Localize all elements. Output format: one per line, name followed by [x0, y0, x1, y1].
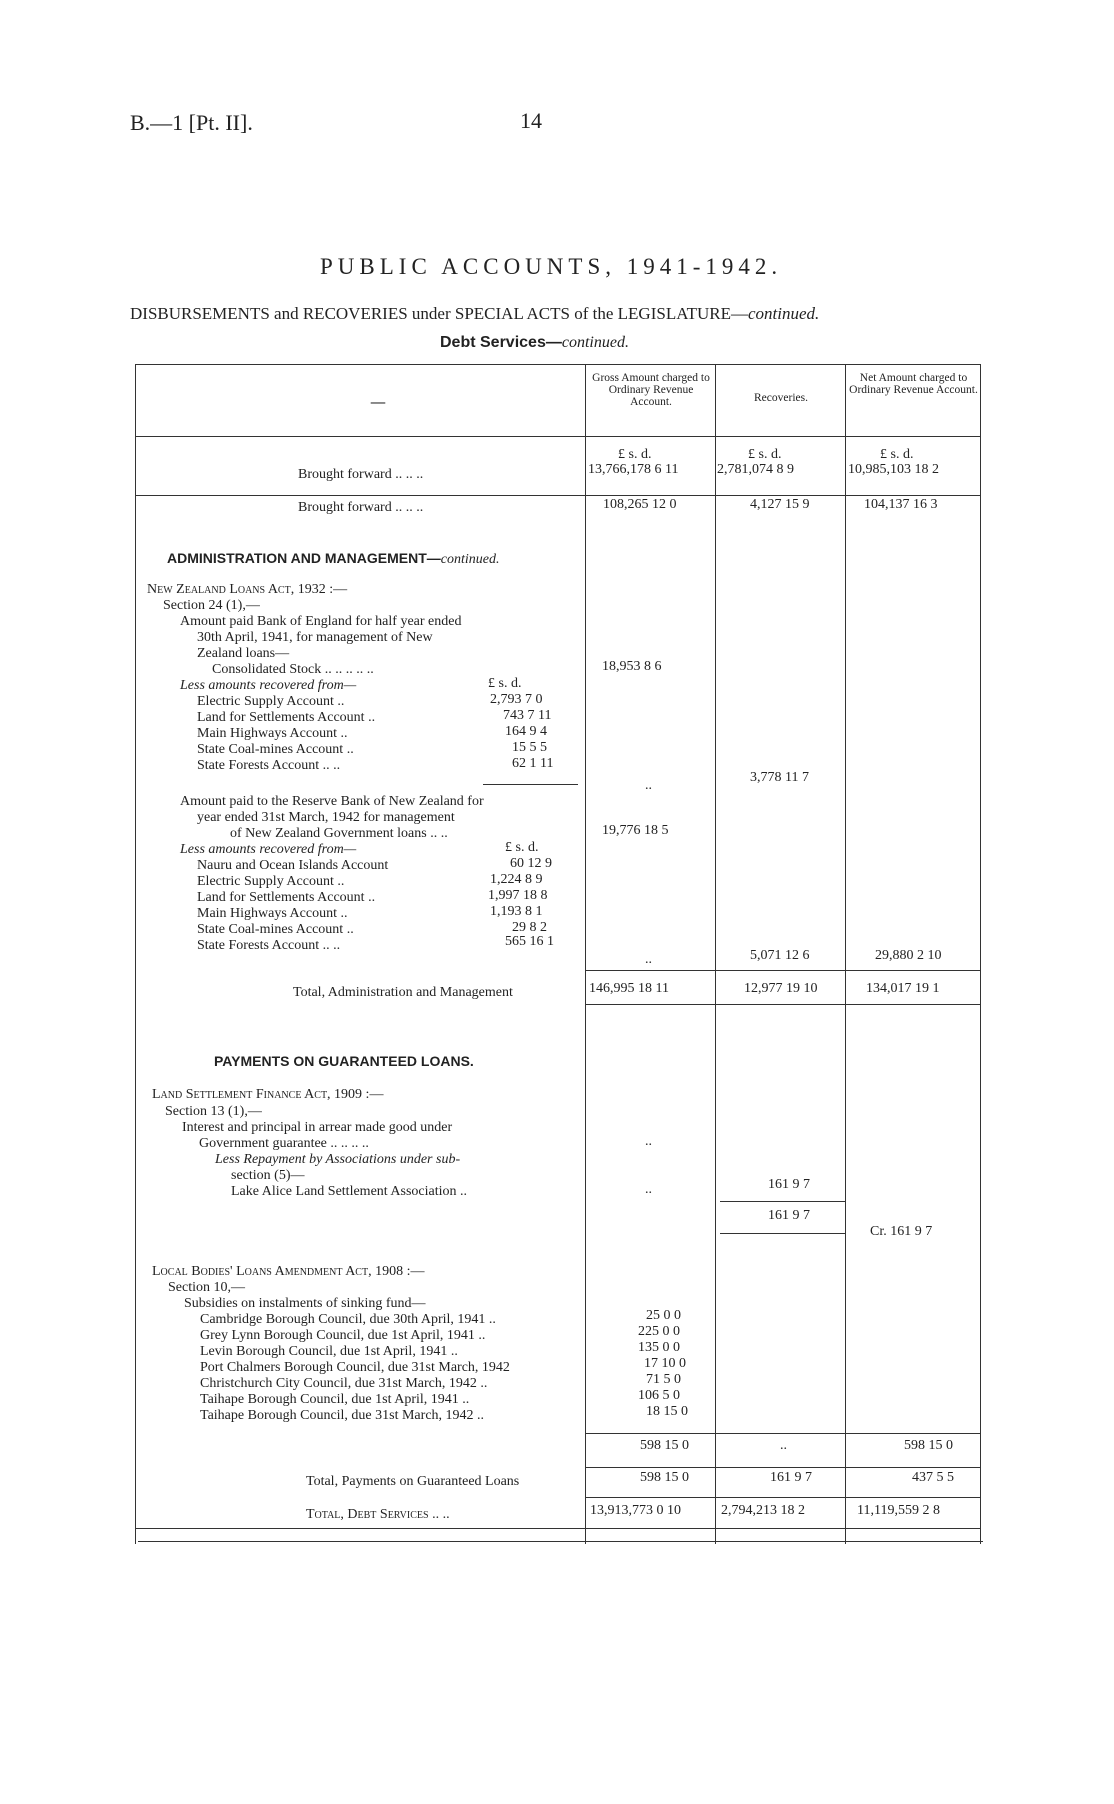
council-item: Grey Lynn Borough Council, due 1st April, 1941 .. [200, 1328, 486, 1343]
item-recoveries: 5,071 12 6 [750, 948, 810, 963]
recovery-source: State Forests Account .. .. [197, 938, 341, 953]
recovery-amount: 29 8 2 [512, 920, 547, 935]
recovery-source: State Coal-mines Account .. [197, 742, 354, 757]
subtotal-net: 598 15 0 [904, 1438, 953, 1453]
council-amount: 106 5 0 [638, 1388, 680, 1403]
recovery-source: Nauru and Ocean Islands Account [197, 858, 389, 873]
column-heading-recoveries: Recoveries. [754, 392, 808, 404]
rule [720, 1201, 845, 1202]
recovery-source: State Forests Account .. .. [197, 758, 341, 773]
item-description: Interest and principal in arrear made good under [182, 1120, 453, 1135]
page-title: PUBLIC ACCOUNTS, 1941-1942. [320, 254, 783, 279]
rule [135, 364, 980, 365]
grand-total-net: 11,119,559 2 8 [857, 1503, 940, 1518]
recovery-amount: 1,224 8 9 [490, 872, 543, 887]
gross-dots: .. [645, 778, 652, 793]
rule [135, 436, 980, 437]
item-recoveries: 3,778 11 7 [750, 770, 809, 785]
recovery-amount: 2,793 7 0 [490, 692, 543, 707]
council-amount: 18 15 0 [646, 1404, 688, 1419]
recovery-amount: 15 5 5 [512, 740, 547, 755]
column-heading-gross: Gross Amount charged to Ordinary Revenue Account. [592, 372, 710, 408]
item-description: of New Zealand Government loans .. .. [230, 826, 448, 841]
total-gross: 146,995 18 11 [589, 981, 669, 996]
rule [138, 1541, 983, 1542]
recovery-amount: 1,193 8 1 [490, 904, 543, 919]
item-description: Government guarantee .. .. .. .. [199, 1136, 369, 1151]
grand-total-recoveries: 2,794,213 18 2 [721, 1503, 805, 1518]
section-cont: continued. [561, 334, 629, 351]
recovery-source: Land for Settlements Account .. [197, 710, 376, 725]
item-net: 29,880 2 10 [875, 948, 942, 963]
recovery-source: Electric Supply Account .. [197, 874, 345, 889]
item-description: 30th April, 1941, for management of New [197, 630, 433, 645]
less-label: Less amounts recovered from— [180, 842, 357, 857]
less-label: Less amounts recovered from— [180, 678, 357, 693]
unit-label: £ s. d. [880, 447, 914, 462]
rule [715, 364, 716, 1544]
item-description: section (5)— [231, 1168, 305, 1183]
rule [585, 1004, 980, 1005]
item-description: Amount paid to the Reserve Bank of New Zealand for [180, 794, 484, 809]
subtotal-recoveries: .. [780, 1438, 787, 1453]
item-description: year ended 31st March, 1942 for management [197, 810, 455, 825]
rule [135, 495, 980, 496]
item-description: Zealand loans— [197, 646, 290, 661]
total-gross: 598 15 0 [640, 1470, 689, 1485]
recovery-amount: 1,997 18 8 [488, 888, 548, 903]
subtitle-main: DISBURSEMENTS and RECOVERIES under SPECIAL ACTS of the LEGISLATURE— [130, 304, 748, 323]
recovery-source: Electric Supply Account .. [197, 694, 345, 709]
section-main: Debt Services— [440, 334, 562, 351]
recovery-source: Main Highways Account .. [197, 726, 348, 741]
page-subtitle [130, 304, 819, 324]
total-recoveries: 12,977 19 10 [744, 981, 818, 996]
recovery-amount: 164 9 4 [505, 724, 547, 739]
rule [135, 364, 136, 1544]
council-amount: 225 0 0 [638, 1324, 680, 1339]
total-net: 134,017 19 1 [866, 981, 940, 996]
council-amount: 135 0 0 [638, 1340, 680, 1355]
section-heading [440, 334, 629, 352]
total-label: Total, Payments on Guaranteed Loans [306, 1474, 520, 1489]
admin-heading-main: ADMINISTRATION AND MANAGEMENT— [167, 550, 441, 566]
council-amount: 71 5 0 [646, 1372, 681, 1387]
recovery-amount: 62 1 11 [512, 756, 554, 771]
item-net-credit: Cr. 161 9 7 [870, 1224, 933, 1239]
subtotal-gross: 598 15 0 [640, 1438, 689, 1453]
column-heading-particulars: — [370, 392, 386, 411]
act-title: New Zealand Loans Act, 1932 :— [147, 582, 348, 597]
council-item: Taihape Borough Council, due 31st March, 1942 .. [200, 1408, 485, 1423]
recovery-source: State Coal-mines Account .. [197, 922, 354, 937]
brought-forward-label: Brought forward .. .. .. [298, 500, 424, 515]
admin-heading [167, 550, 499, 568]
guaranteed-heading: PAYMENTS ON GUARANTEED LOANS. [214, 1053, 474, 1069]
unit-label: £ s. d. [488, 676, 522, 691]
brought-forward-gross: 108,265 12 0 [603, 497, 677, 512]
rule [585, 970, 980, 971]
act-title: Land Settlement Finance Act, 1909 :— [152, 1087, 384, 1102]
rule [980, 364, 981, 1544]
section-label: Section 10,— [168, 1280, 245, 1295]
item-gross: 19,776 18 5 [602, 823, 669, 838]
section-label: Section 13 (1),— [165, 1104, 262, 1119]
section-label: Section 24 (1),— [163, 598, 260, 613]
rule [585, 1433, 980, 1434]
recovery-source: Land for Settlements Account .. [197, 890, 376, 905]
gross-dots: .. [645, 952, 652, 967]
council-item: Cambridge Borough Council, due 30th April, 1941 .. [200, 1312, 496, 1327]
recovery-amount: 60 12 9 [510, 856, 552, 871]
total-recoveries: 161 9 7 [770, 1470, 812, 1485]
item-description: Subsidies on instalments of sinking fund— [184, 1296, 426, 1311]
unit-label: £ s. d. [618, 447, 652, 462]
admin-heading-cont: continued. [440, 552, 500, 567]
column-heading-net: Net Amount charged to Ordinary Revenue Account. [849, 372, 978, 396]
council-amount: 17 10 0 [644, 1356, 686, 1371]
rule [720, 1233, 845, 1234]
recovery-amount: 743 7 11 [503, 708, 552, 723]
unit-label: £ s. d. [748, 447, 782, 462]
page-number: 14 [520, 108, 542, 133]
council-item: Levin Borough Council, due 1st April, 1941 .. [200, 1344, 458, 1359]
council-item: Christchurch City Council, due 31st March, 1942 .. [200, 1376, 488, 1391]
brought-forward-recoveries: 4,127 15 9 [750, 497, 810, 512]
total-net: 437 5 5 [912, 1470, 954, 1485]
grand-total-gross: 13,913,773 0 10 [590, 1503, 681, 1518]
item-description: Consolidated Stock .. .. .. .. .. [212, 662, 374, 677]
recovery-source: Main Highways Account .. [197, 906, 348, 921]
brought-forward-gross: 13,766,178 6 11 [588, 462, 679, 477]
council-item: Port Chalmers Borough Council, due 31st March, 1942 [200, 1360, 510, 1375]
document-reference: B.—1 [Pt. II]. [130, 110, 253, 135]
grand-total-label: Total, Debt Services .. .. [306, 1507, 450, 1522]
unit-label: £ s. d. [505, 840, 539, 855]
act-title: Local Bodies' Loans Amendment Act, 1908 :— [152, 1264, 425, 1279]
item-description: Amount paid Bank of England for half year ended [180, 614, 462, 629]
subtitle-cont: continued. [748, 304, 820, 323]
brought-forward-recoveries: 2,781,074 8 9 [717, 462, 794, 477]
council-amount: 25 0 0 [646, 1308, 681, 1323]
rule [483, 784, 578, 785]
less-text: Less Repayment by Associations under sub- [215, 1152, 461, 1167]
gross-dots: .. [645, 1134, 652, 1149]
item-description: Lake Alice Land Settlement Association .. [231, 1184, 467, 1199]
brought-forward-net: 10,985,103 18 2 [848, 462, 939, 477]
rule [135, 1528, 980, 1529]
brought-forward-net: 104,137 16 3 [864, 497, 938, 512]
gross-dots: .. [645, 1182, 652, 1197]
recovery-amount: 565 16 1 [505, 934, 554, 949]
total-label: Total, Administration and Management [293, 985, 513, 1000]
rule [585, 364, 586, 1544]
item-gross: 18,953 8 6 [602, 659, 662, 674]
item-recoveries: 161 9 7 [768, 1177, 810, 1192]
brought-forward-label: Brought forward .. .. .. [298, 467, 424, 482]
rule [585, 1497, 980, 1498]
council-item: Taihape Borough Council, due 1st April, 1941 .. [200, 1392, 470, 1407]
rule [585, 1467, 980, 1468]
less-label [215, 1152, 460, 1168]
rule [845, 364, 846, 1544]
subtotal-recoveries: 161 9 7 [768, 1208, 810, 1223]
